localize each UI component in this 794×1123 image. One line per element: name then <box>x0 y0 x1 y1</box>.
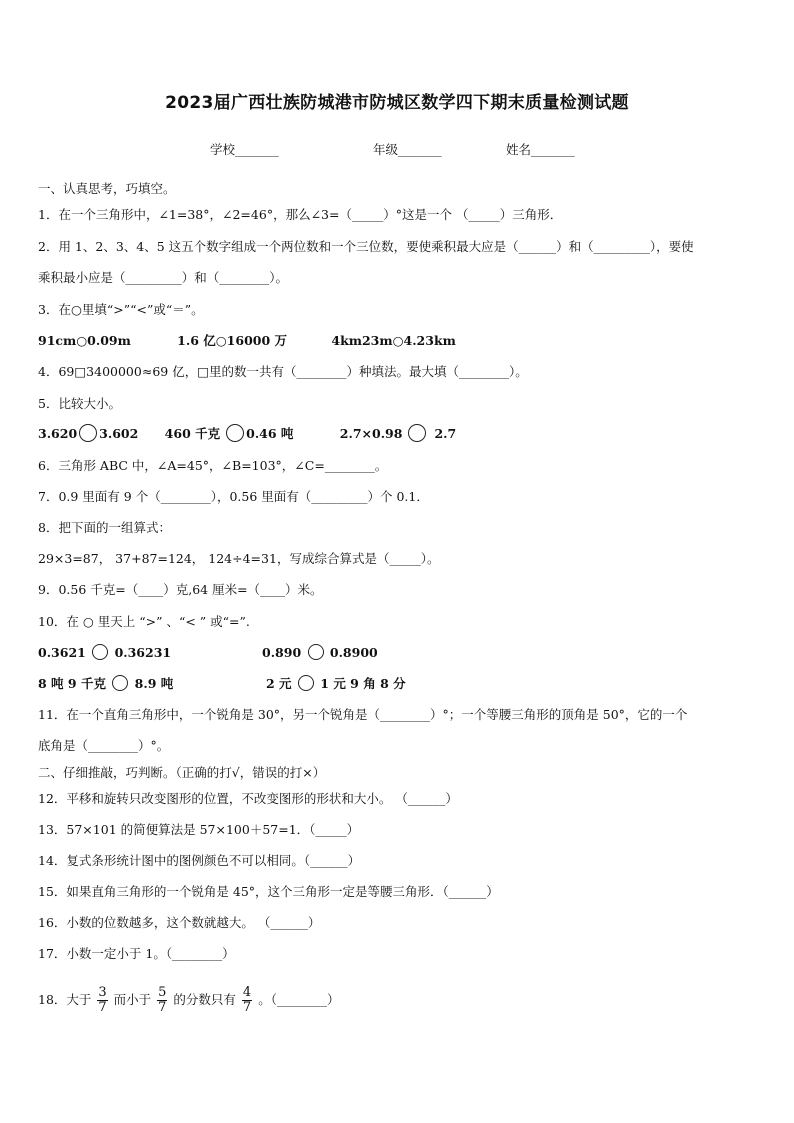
question-12: 12．平移和旋转只改变图形的位置，不改变图形的形状和大小。 （______） <box>38 791 458 806</box>
compare-circle[interactable] <box>92 644 108 660</box>
page-title: 2023届广西壮族防城港市防城区数学四下期末质量检测试题 <box>165 93 629 113</box>
question-8: 8．把下面的一组算式： <box>38 520 171 535</box>
fraction-3-7 <box>97 986 107 1015</box>
q10-d-right: 1 元 9 角 8 分 <box>320 676 406 691</box>
compare-circle[interactable] <box>79 424 97 442</box>
q3-item-a: 91cm○0.09m <box>38 333 131 348</box>
question-8-expressions: 29×3=87， 37+87=124， 124÷4=31，写成综合算式是（_____）。 <box>38 551 440 566</box>
q3-item-c: 4km23m○4.23km <box>331 333 456 348</box>
question-13: 13．57×101 的简便算法是 57×100＋57=1．（_____） <box>38 822 360 837</box>
compare-circle[interactable] <box>112 675 128 691</box>
question-7: 7．0.9 里面有 9 个（________），0.56 里面有（_________）个 0.1． <box>38 489 429 504</box>
name-field: 姓名_______ <box>506 142 575 157</box>
q18-middle-1: 而小于 <box>113 992 152 1007</box>
fraction-numerator: 5 <box>158 985 167 1000</box>
q5-a-left: 3.620 <box>38 426 78 441</box>
fraction-4-7 <box>242 986 252 1015</box>
q5-b-left: 460 千克 <box>164 426 221 441</box>
q3-item-b: 1.6 亿○16000 万 <box>177 333 288 348</box>
q10-c-left: 8 吨 9 千克 <box>38 676 106 691</box>
compare-circle[interactable] <box>408 424 426 442</box>
fraction-denominator: 7 <box>98 1000 107 1015</box>
fraction-numerator: 4 <box>242 985 252 1000</box>
question-11-line-2: 底角是（________）°。 <box>38 738 170 753</box>
q10-b-right: 0.8900 <box>329 645 378 660</box>
fraction-denominator: 7 <box>242 1000 252 1015</box>
q10-a-right: 0.36231 <box>114 645 172 660</box>
q10-a-left: 0.3621 <box>38 645 86 660</box>
question-18 <box>38 982 339 1018</box>
question-11-line-1: 11．在一个直角三角形中，一个锐角是 30°，另一个锐角是（________）°；一个等腰三角形的顶角是 50°，它的一个 <box>38 707 688 722</box>
question-14: 14．复式条形统计图中的图例颜色不可以相同。（______） <box>38 853 361 868</box>
q5-c-right: 2.7 <box>434 426 457 441</box>
question-6: 6．三角形 ABC 中，∠A=45°，∠B=103°，∠C=________。 <box>38 458 388 473</box>
question-10-row-1b <box>262 643 378 663</box>
compare-circle[interactable] <box>226 424 244 442</box>
question-10: 10．在 ○ 里天上 “>” 、“< ” 或“=”. <box>38 614 250 629</box>
q5-c-left: 2.7×0.98 <box>339 426 403 441</box>
fraction-denominator: 7 <box>158 1000 167 1015</box>
fraction-5-7 <box>157 986 167 1015</box>
q18-suffix: 。（________） <box>258 992 340 1007</box>
question-2-line-2: 乘积最小应是（_________）和（________）。 <box>38 270 289 285</box>
question-15: 15．如果直角三角形的一个锐角是 45°，这个三角形一定是等腰三角形．（______） <box>38 884 499 899</box>
question-10-row-2 <box>38 674 173 694</box>
question-9: 9．0.56 千克=（____）克,64 厘米=（____）米。 <box>38 582 323 597</box>
question-5-items <box>38 424 456 444</box>
question-10-row-2b <box>266 674 406 694</box>
q5-a-right: 3.602 <box>99 426 139 441</box>
question-10-row-1 <box>38 643 171 663</box>
compare-circle[interactable] <box>298 675 314 691</box>
question-1: 1．在一个三角形中，∠1=38°，∠2=46°，那么∠3=（_____）°这是一个 （_____）三角形． <box>38 207 563 222</box>
school-field: 学校_______ <box>210 142 279 157</box>
q10-c-right: 8.9 吨 <box>134 676 174 691</box>
question-2-line-1: 2．用 1、2、3、4、5 这五个数字组成一个两位数和一个三位数，要使乘积最大应是（______）和（_________），要使 <box>38 239 694 254</box>
question-17: 17．小数一定小于 1。（________） <box>38 946 235 961</box>
question-16: 16．小数的位数越多，这个数就越大。 （______） <box>38 915 321 930</box>
fraction-numerator: 3 <box>98 985 107 1000</box>
section-2-heading: 二、仔细推敲，巧判断。（正确的打√，错误的打×） <box>38 765 326 780</box>
question-3-items <box>38 331 456 351</box>
q18-middle-2: 的分数只有 <box>173 992 236 1007</box>
section-1-heading: 一、认真思考，巧填空。 <box>38 181 176 196</box>
q10-b-left: 0.890 <box>262 645 302 660</box>
question-3: 3．在○里填“>”“<”或“＝”。 <box>38 302 204 317</box>
q10-d-left: 2 元 <box>266 676 292 691</box>
grade-field: 年级_______ <box>373 142 442 157</box>
question-5: 5．比较大小。 <box>38 396 121 411</box>
compare-circle[interactable] <box>308 644 324 660</box>
q18-prefix: 18．大于 <box>38 992 92 1007</box>
q5-b-right: 0.46 吨 <box>246 426 294 441</box>
question-4: 4．69□3400000≈69 亿，□里的数一共有（________）种填法。最大填（________）。 <box>38 364 528 379</box>
